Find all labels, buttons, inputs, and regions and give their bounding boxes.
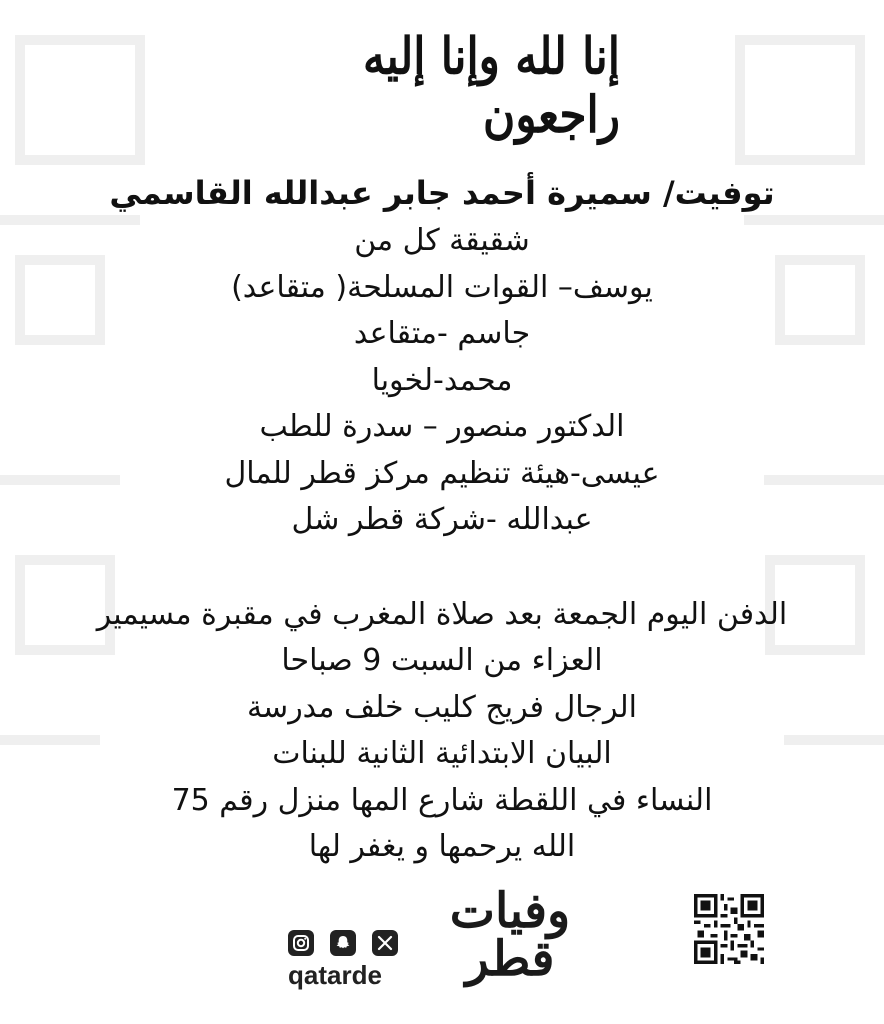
relative-line: الدكتور منصور – سدرة للطب [259,409,625,444]
detail-line: الله يرحمها و يغفر لها [308,829,576,864]
detail-line: البيان الابتدائية الثانية للبنات [272,736,612,771]
brand-logo [430,880,590,990]
relative-line: جاسم -متقاعد [353,316,531,351]
detail-line: العزاء من السبت 9 صباحا [281,643,603,678]
relative-line: عيسى-هيئة تنظيم مركز قطر للمال [224,455,660,491]
relative-line: محمد-لخويا [371,362,513,398]
relative-line: عبدالله -شركة قطر شل [291,502,593,537]
obituary-title: توفيت/ سميرة أحمد جابر عبدالله القاسمي [109,174,775,212]
condolence-calligraphy [260,27,620,145]
social-handle: qatarde [288,960,382,990]
snapchat-icon[interactable] [330,930,356,956]
section-spacer [40,544,844,592]
detail-line: الدفن اليوم الجمعة بعد صلاة المغرب في مقبرة مسيمير [96,596,788,632]
social-icons [288,930,398,956]
obituary-notice [40,168,844,871]
footer [0,880,884,1000]
calligraphy-text: إنا لله وإنا إليه راجعون [362,27,620,145]
brand-logo-text: وفيات قطر [449,883,571,987]
relative-line: يوسف– القوات المسلحة( متقاعد) [231,269,653,305]
instagram-icon[interactable] [288,930,314,956]
detail-line: النساء في اللقطة شارع المها منزل رقم 75 [171,782,713,818]
qr-code [694,894,764,964]
relative-line: شقيقة كل من [354,223,530,258]
detail-line: الرجال فريج كليب خلف مدرسة [246,689,638,725]
x-icon[interactable] [372,930,398,956]
